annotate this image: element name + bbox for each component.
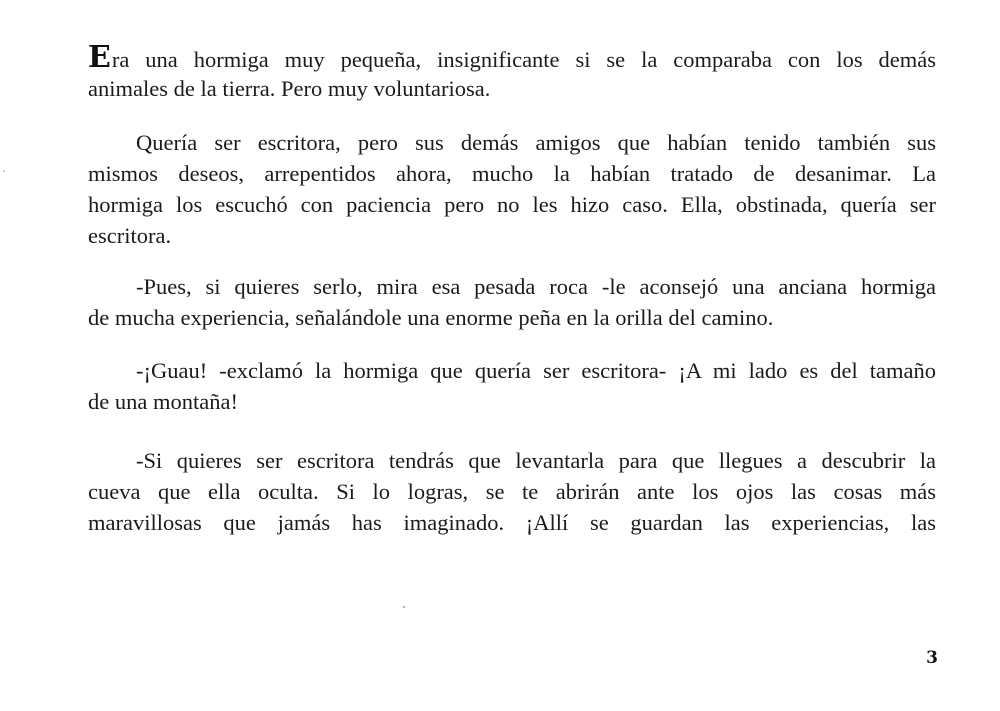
drop-cap: E (88, 40, 111, 75)
print-speck (403, 606, 405, 608)
paragraph-4 (88, 355, 936, 417)
page-number: 3 (926, 648, 938, 668)
paragraph-1 (88, 42, 936, 104)
paragraph-line: Era una hormiga muy pequeña, insignificante si se la comparaba con los demás (88, 40, 936, 75)
paragraph-line: de una montaña! (88, 389, 238, 414)
paragraph-line: mismos deseos, arrepentidos ahora, mucho la habían tratado de desanimar. La (88, 161, 936, 186)
paragraph-line: -Pues, si quieres serlo, mira esa pesada roca -le aconsejó una anciana hormiga (136, 274, 936, 299)
print-speck (3, 170, 5, 172)
paragraph-line: Quería ser escritora, pero sus demás amigos que habían tenido también sus (136, 130, 936, 155)
paragraph-line: maravillosas que jamás has imaginado. ¡Allí se guardan las experiencias, las (88, 510, 936, 535)
paragraph-3 (88, 271, 936, 333)
paragraph-2 (88, 127, 936, 251)
paragraph-line: escritora. (88, 223, 172, 248)
paragraph-line: animales de la tierra. Pero muy voluntariosa. (88, 76, 491, 101)
paragraph-line: -Si quieres ser escritora tendrás que levantarla para que llegues a descubrir la (136, 448, 936, 473)
paragraph-line: de mucha experiencia, señalándole una enorme peña en la orilla del camino. (88, 305, 774, 330)
paragraph-line: cueva que ella oculta. Si lo logras, se te abrirán ante los ojos las cosas más (88, 479, 936, 504)
paragraph-line: hormiga los escuchó con paciencia pero no les hizo caso. Ella, obstinada, quería ser (88, 192, 936, 217)
paragraph-line: -¡Guau! -exclamó la hormiga que quería ser escritora- ¡A mi lado es del tamaño (136, 358, 936, 383)
paragraph-5 (88, 445, 936, 538)
